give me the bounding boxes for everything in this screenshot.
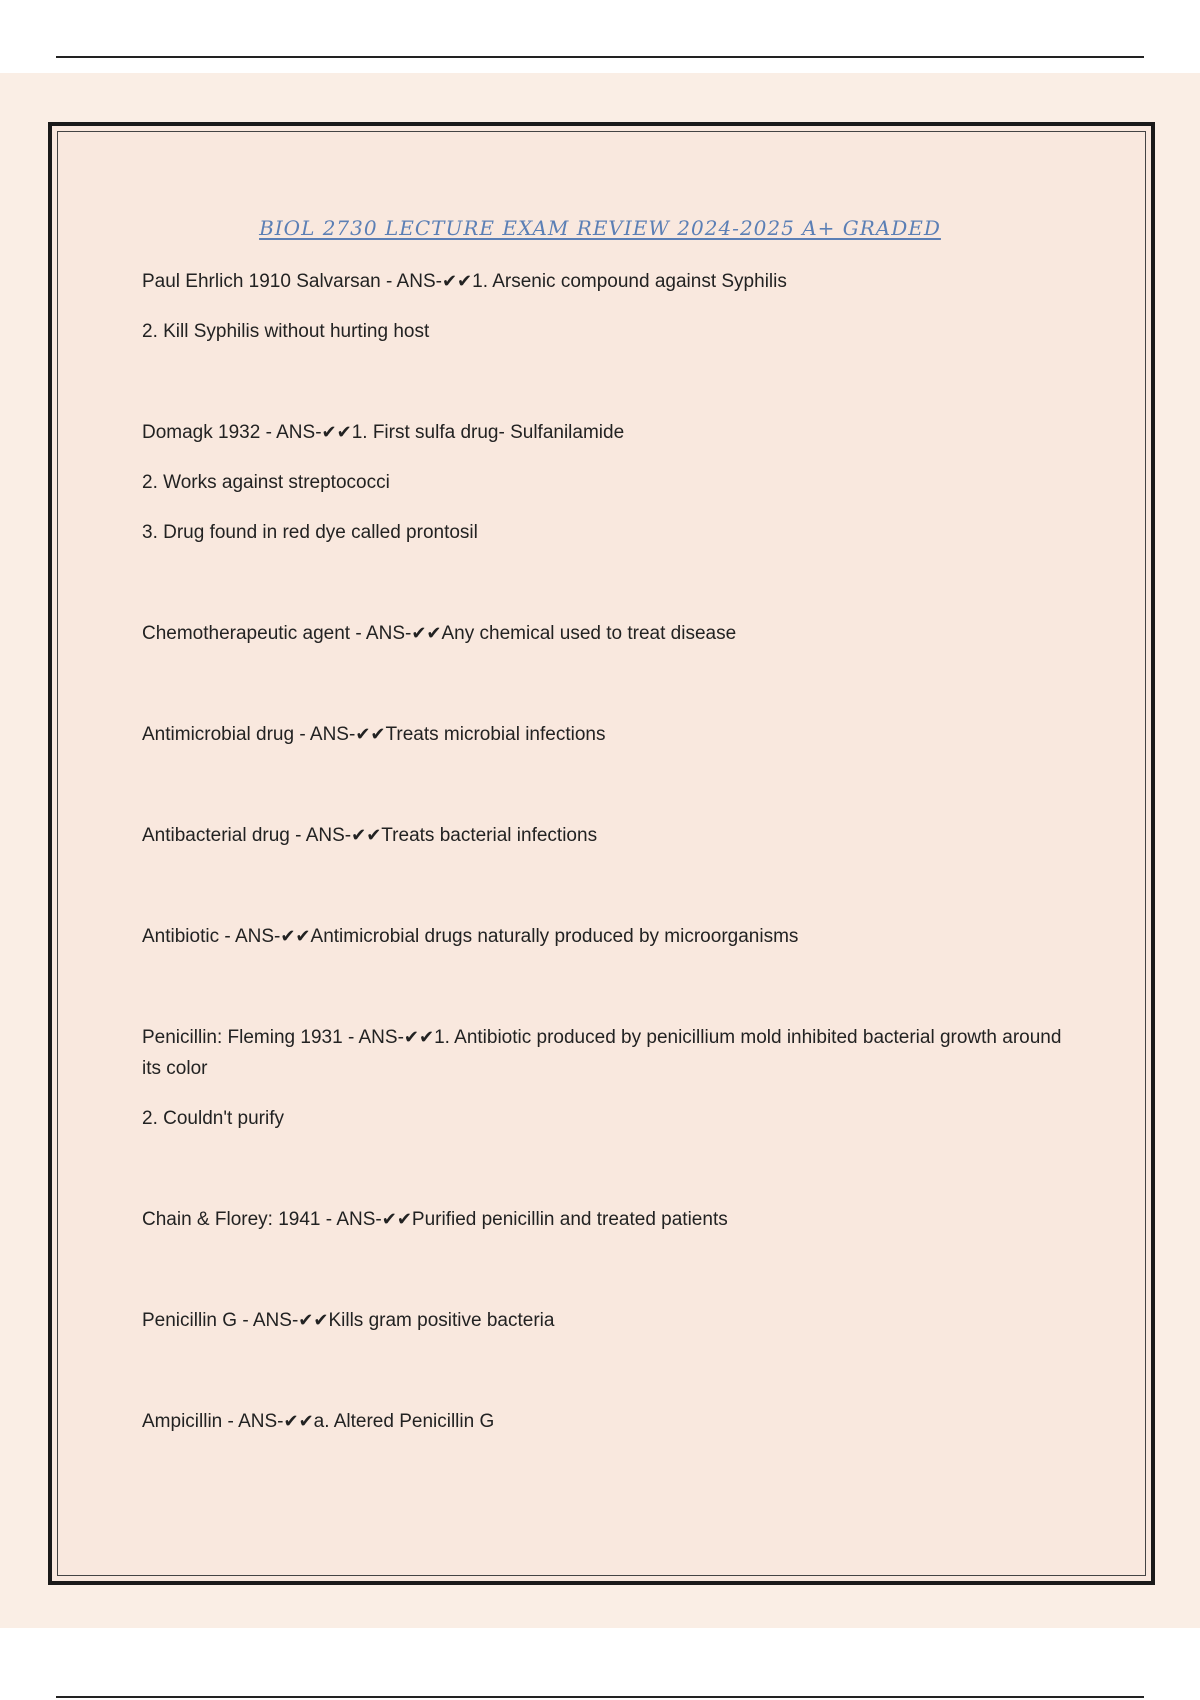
double-check-icon: ✔✔ [411, 623, 442, 644]
term: Chemotherapeutic agent [142, 623, 351, 644]
answer-line: 2. Works against streptococci [142, 472, 390, 493]
qa-entry-chemotherapeutic-agent [142, 618, 1082, 649]
ans-separator: - ANS- [260, 422, 322, 443]
term: Antibacterial drug [142, 825, 290, 846]
answer-line: 2. Couldn't purify [142, 1108, 284, 1129]
answer-text: a. Altered Penicillin G [313, 1411, 495, 1432]
answer-text: Treats microbial infections [385, 724, 606, 745]
ans-separator: - ANS- [237, 1310, 299, 1331]
qa-entry-penicillin-g [142, 1305, 1082, 1336]
term: Antimicrobial drug [142, 724, 295, 745]
ans-separator: - ANS- [342, 1027, 404, 1048]
double-check-icon: ✔✔ [280, 926, 311, 947]
ans-separator: - ANS- [222, 1411, 284, 1432]
term: Chain & Florey: 1941 [142, 1209, 321, 1230]
ans-separator: - ANS- [294, 724, 356, 745]
qa-list [142, 266, 1082, 1456]
answer-line: 2. Kill Syphilis without hurting host [142, 321, 430, 342]
qa-entry-domagk [142, 417, 1082, 448]
double-check-icon: ✔✔ [351, 825, 382, 846]
double-check-icon: ✔✔ [403, 1027, 435, 1048]
ans-separator: - ANS- [320, 1209, 382, 1230]
answer-text: Any chemical used to treat disease [441, 623, 737, 644]
answer-line: 3. Drug found in red dye called prontosil [142, 522, 478, 543]
answer-text: Purified penicillin and treated patients [411, 1209, 728, 1230]
qa-entry-antimicrobial-drug [142, 719, 1082, 750]
double-check-icon: ✔✔ [283, 1411, 314, 1432]
footer-rule [56, 1696, 1144, 1698]
term: Penicillin G [142, 1310, 238, 1331]
term: Penicillin: Fleming 1931 [142, 1027, 343, 1048]
double-check-icon: ✔✔ [381, 1209, 412, 1230]
ans-separator: - ANS- [289, 825, 352, 846]
term: Domagk 1932 [142, 422, 261, 443]
double-check-icon: ✔✔ [298, 1310, 329, 1331]
ans-separator: - ANS- [219, 926, 281, 947]
header-rule [56, 56, 1144, 58]
term: Ampicillin [142, 1411, 223, 1432]
ans-separator: ANS- [396, 271, 442, 292]
answer-text: 1. Arsenic compound against Syphilis [472, 271, 787, 292]
qa-entry-antibacterial-drug [142, 820, 1082, 851]
answer-text: 1. First sulfa drug- Sulfanilamide [351, 422, 625, 443]
qa-entry-ehrlich [142, 266, 1082, 297]
qa-entry-chain-florey [142, 1204, 1082, 1235]
answer-text: Treats bacterial infections [381, 825, 598, 846]
qa-entry-ampicillin [142, 1406, 1082, 1437]
document-title: BIOL 2730 LECTURE EXAM REVIEW 2024-2025 A+ GRADED [259, 216, 941, 240]
ans-separator: - ANS- [350, 623, 412, 644]
answer-text: Kills gram positive bacteria [328, 1310, 555, 1331]
double-check-icon: ✔✔ [355, 724, 386, 745]
double-check-icon: ✔✔ [441, 271, 473, 292]
term: Antibiotic [142, 926, 220, 947]
answer-text: 1. Antibiotic produced by penicillium mold inhibited bacterial growth around its color [142, 1027, 1062, 1079]
qa-entry-antibiotic [142, 921, 1082, 952]
double-check-icon: ✔✔ [321, 422, 352, 443]
term: Paul Ehrlich 1910 Salvarsan - [142, 271, 397, 292]
answer-text: Antimicrobial drugs naturally produced by microorganisms [310, 926, 799, 947]
qa-entry-penicillin-fleming [142, 1022, 1082, 1084]
